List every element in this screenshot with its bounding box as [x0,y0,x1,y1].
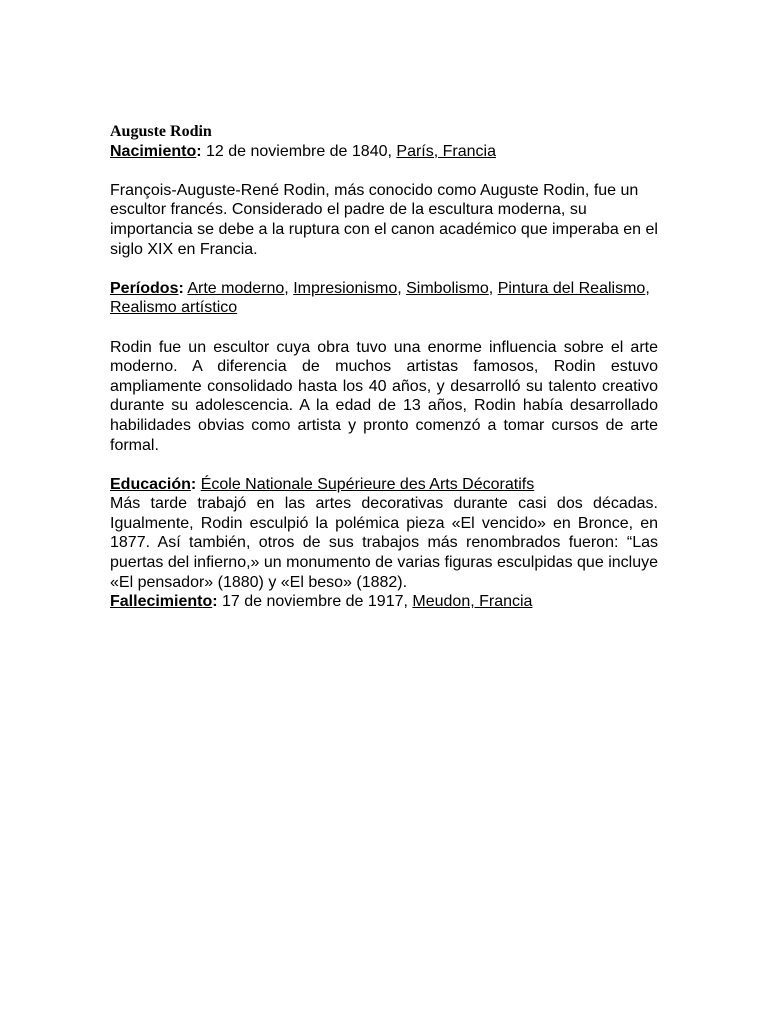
birth-date: 12 de noviembre de 1840, [201,142,397,160]
document-body [110,122,658,612]
death-colon: : [212,593,218,611]
spacer [110,161,658,181]
birth-line [110,142,658,162]
birth-label: Nacimiento [110,142,197,160]
period-separator: , [645,279,650,297]
education-school-link[interactable]: École Nationale Supérieure des Arts Décoratifs [200,475,535,493]
birth-place-link[interactable]: París, Francia [396,142,496,160]
spacer [110,259,658,279]
birth-colon: : [196,142,202,160]
period-separator: , [284,279,294,297]
period-separator: , [397,279,407,297]
periods-line [110,279,658,318]
period-link-arte-moderno[interactable]: Arte moderno [187,279,285,297]
death-date: 17 de noviembre de 1917, [217,593,413,611]
education-line [110,475,658,495]
education-paragraph: Más tarde trabajó en las artes decorativas durante casi dos décadas. Igualmente, Rodin esculpió la polémica pieza «El vencido» en Bronce, en 1877. Así también, otros de sus trabajos más renombrados fueron: “Las puertas del infierno,» un monumento de varias figuras esculpidas que incluye «El pensador» (1880) y «El beso» (1882). [110,495,658,591]
period-link-realismo-artistico[interactable]: Realismo artístico [110,299,238,317]
document-title: Auguste Rodin [110,123,212,140]
biography-paragraph: Rodin fue un escultor cuya obra tuvo una enorme influencia sobre el arte moderno. A diferencia de muchos artistas famosos, Rodin estuvo ampliamente consolidado hasta los 40 años, y desarrolló su talento creativo durante su adolescencia. A la edad de 13 años, Rodin había desarrollado habilidades obvias como artista y pronto comenzó a tomar cursos de arte formal. [110,338,658,454]
period-link-pintura-del-realismo[interactable]: Pintura del Realismo [497,279,646,297]
period-link-simbolismo[interactable]: Simbolismo [406,279,489,297]
death-place-link[interactable]: Meudon, Francia [412,593,533,611]
spacer [110,455,658,475]
period-separator: , [488,279,498,297]
education-label: Educación [110,475,191,493]
education-colon: : [190,475,197,493]
death-label: Fallecimiento [110,593,213,611]
periods-colon: : [178,279,184,297]
death-line [110,592,658,612]
periods-label: Períodos [110,279,179,297]
period-link-impresionismo[interactable]: Impresionismo [293,279,398,297]
intro-paragraph: François-Auguste-René Rodin, más conocido como Auguste Rodin, fue un escultor francés. Considerado el padre de la escultura moderna, su importancia se debe a la ruptura con el canon académico que imperaba en el siglo XIX en Francia. [110,181,658,258]
spacer [110,318,658,338]
